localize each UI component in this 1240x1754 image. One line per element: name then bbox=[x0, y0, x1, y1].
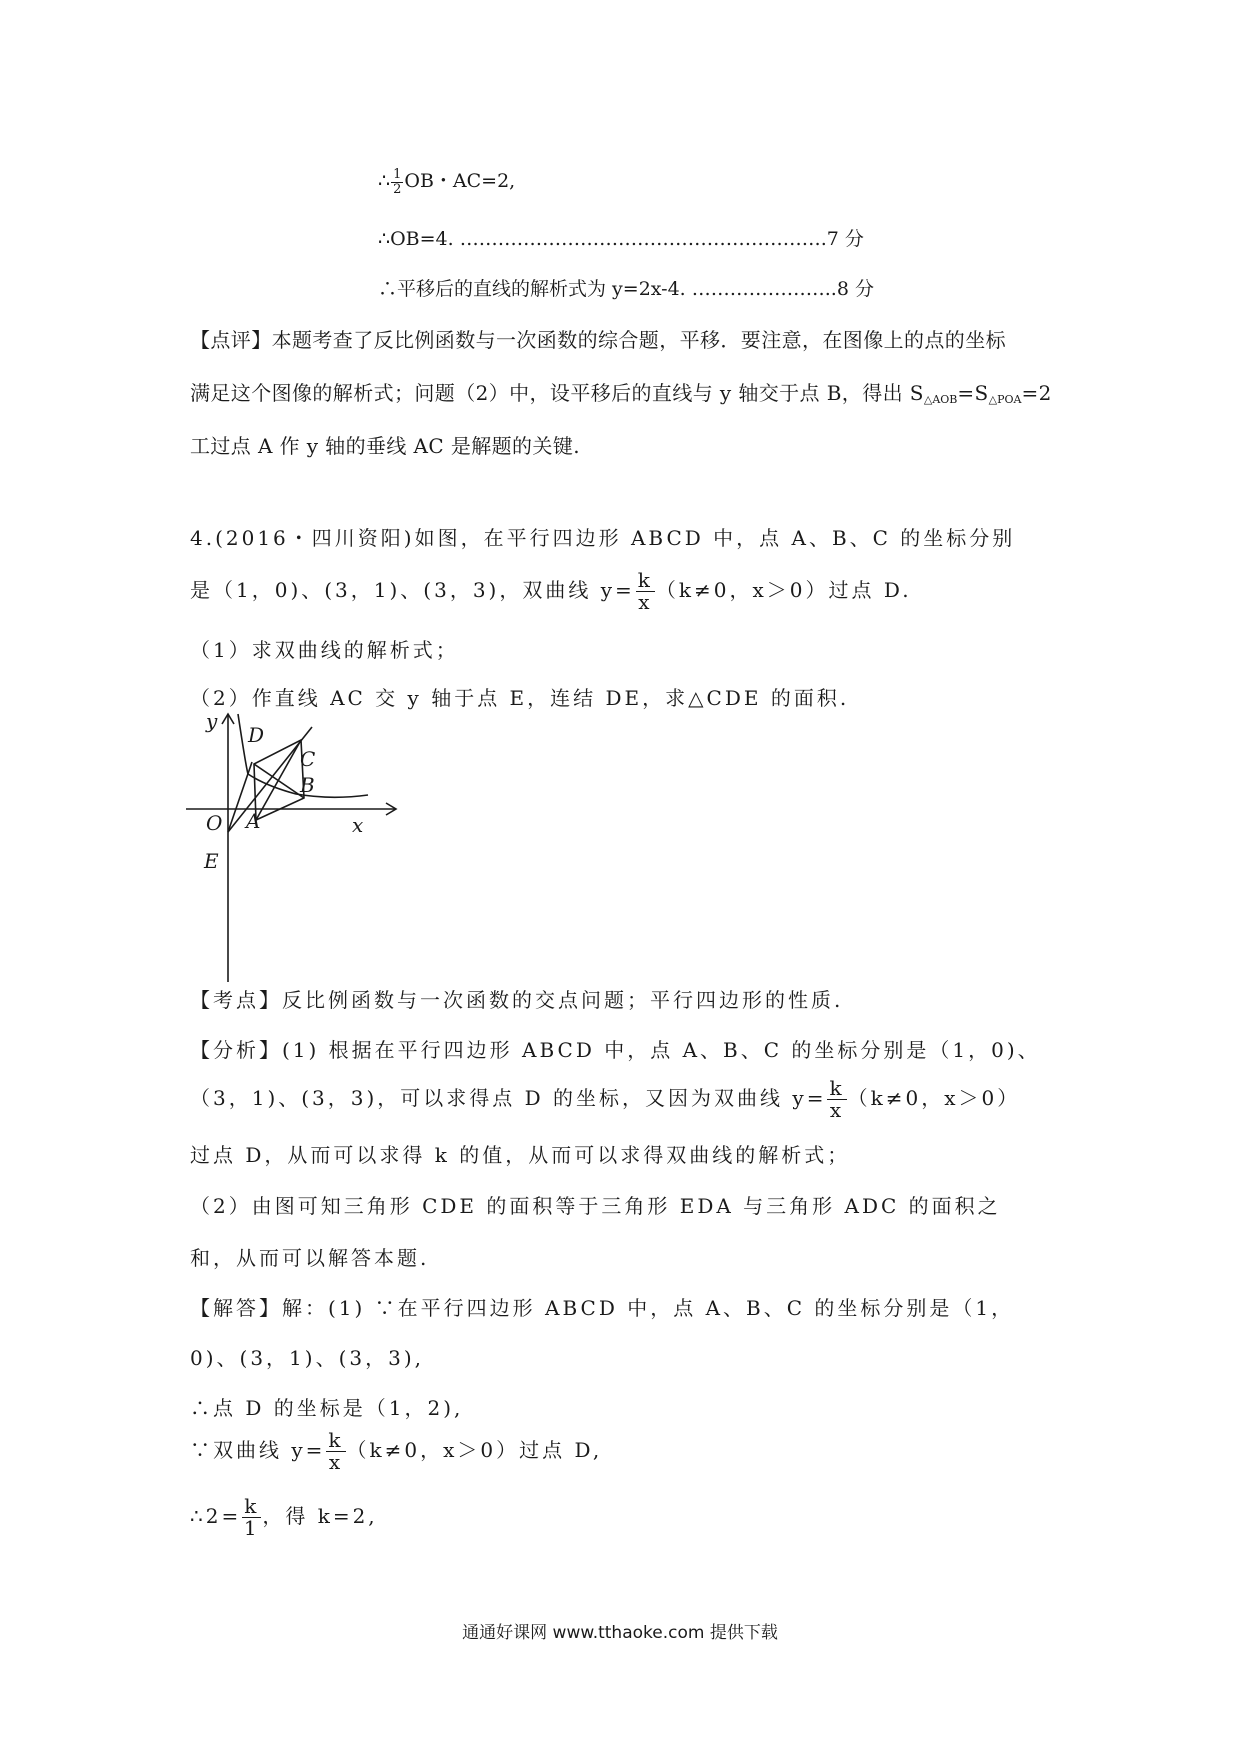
label-a: A bbox=[246, 809, 261, 833]
review-equals: =S bbox=[957, 381, 989, 405]
fraction-k-over-x bbox=[326, 1430, 345, 1473]
solution-line-5-tail: ，得 k=2, bbox=[262, 1504, 378, 1528]
label-y: y bbox=[206, 712, 218, 733]
prev-line-1 bbox=[378, 168, 515, 196]
problem-line-2-tail: （k≠0，x＞0）过点 D. bbox=[655, 578, 912, 602]
label-x: x bbox=[352, 813, 364, 837]
solution-line-1: 【解答】解：(1) ∵在平行四边形 ABCD 中，点 A、B、C 的坐标分别是（1， bbox=[190, 1296, 1015, 1320]
fraction-k-over-x bbox=[636, 570, 655, 613]
problem-line-2-text: 是（1，0)、(3，1)、(3，3)，双曲线 y= bbox=[190, 578, 635, 602]
fraction-numerator: k bbox=[244, 1494, 260, 1518]
solution-line-4-tail: （k≠0，x＞0）过点 D, bbox=[346, 1438, 603, 1462]
review-line-1: 【点评】本题考查了反比例函数与一次函数的综合题，平移．要注意，在图像上的点的坐标 bbox=[190, 328, 1006, 352]
label-o: O bbox=[206, 811, 223, 835]
coordinate-figure bbox=[186, 712, 406, 982]
review-line-3: 工过点 A 作 y 轴的垂线 AC 是解题的关键. bbox=[190, 434, 580, 458]
solution-line-4-text: ∵双曲线 y= bbox=[190, 1438, 326, 1462]
label-d: D bbox=[248, 723, 265, 747]
solution-line-5-text: ∴2= bbox=[190, 1504, 242, 1528]
review-line-2-text: 满足这个图像的解析式；问题（2）中，设平移后的直线与 y 轴交于点 B，得出 S bbox=[190, 381, 924, 405]
label-e: E bbox=[204, 849, 219, 873]
fraction-k-over-x bbox=[827, 1078, 846, 1121]
analysis-line-2-tail: （k≠0，x＞0） bbox=[847, 1086, 1021, 1110]
analysis-line-3: 过点 D，从而可以求得 k 的值，从而可以求得双曲线的解析式； bbox=[190, 1143, 851, 1167]
solution-line-5 bbox=[190, 1496, 378, 1539]
fraction-denominator: x bbox=[638, 590, 653, 614]
analysis-line-5: 和，从而可以解答本题. bbox=[190, 1246, 430, 1270]
question-1: （1）求双曲线的解析式； bbox=[190, 638, 459, 662]
question-2: （2）作直线 AC 交 y 轴于点 E，连结 DE，求△CDE 的面积. bbox=[190, 686, 850, 710]
fraction-denominator: 1 bbox=[243, 1516, 260, 1540]
fraction-numerator: 1 bbox=[393, 167, 402, 182]
review-line-2 bbox=[190, 383, 1052, 405]
prev-line-3: ∴平移后的直线的解析式为 y=2x-4. …………………..8 分 bbox=[378, 278, 874, 300]
analysis-line-2 bbox=[190, 1078, 1020, 1121]
fraction-numerator: k bbox=[829, 1076, 845, 1100]
review-value: =2 bbox=[1021, 381, 1052, 405]
fraction-denominator: 2 bbox=[393, 181, 402, 197]
fraction-numerator: k bbox=[637, 568, 653, 592]
label-c: C bbox=[300, 747, 316, 771]
subscript-aob: △AOB bbox=[923, 393, 958, 406]
kaodian-line: 【考点】反比例函数与一次函数的交点问题；平行四边形的性质. bbox=[190, 988, 844, 1012]
fraction-half bbox=[391, 168, 403, 196]
fraction-denominator: x bbox=[328, 1450, 344, 1474]
solution-line-2: 0)、(3，1)、(3，3), bbox=[190, 1346, 424, 1370]
problem-line-1: 4.(2016・四川资阳)如图，在平行四边形 ABCD 中，点 A、B、C 的坐标分别 bbox=[190, 526, 1016, 550]
subscript-poa: △POA bbox=[988, 393, 1022, 406]
therefore-symbol: ∴ bbox=[378, 170, 391, 193]
analysis-line-1: 【分析】(1) 根据在平行四边形 ABCD 中，点 A、B、C 的坐标分别是（1，0)、 bbox=[190, 1038, 1041, 1062]
prev-line-1-text: OB・AC=2, bbox=[404, 170, 516, 193]
label-b: B bbox=[300, 773, 315, 797]
prev-line-2: ∴OB=4. ………………………………………………….7 分 bbox=[378, 228, 864, 250]
solution-line-4 bbox=[190, 1430, 602, 1473]
fraction-numerator: k bbox=[328, 1428, 344, 1452]
page-footer: 通通好课网 www.tthaoke.com 提供下载 bbox=[462, 1623, 778, 1643]
analysis-line-4: （2）由图可知三角形 CDE 的面积等于三角形 EDA 与三角形 ADC 的面积之 bbox=[190, 1194, 1001, 1218]
fraction-denominator: x bbox=[829, 1098, 845, 1122]
analysis-line-2-text: （3，1)、(3，3)，可以求得点 D 的坐标，又因为双曲线 y= bbox=[190, 1086, 827, 1110]
fraction-k-over-1 bbox=[242, 1496, 261, 1539]
solution-line-3: ∴点 D 的坐标是（1，2), bbox=[190, 1396, 464, 1420]
problem-line-2 bbox=[190, 570, 912, 613]
